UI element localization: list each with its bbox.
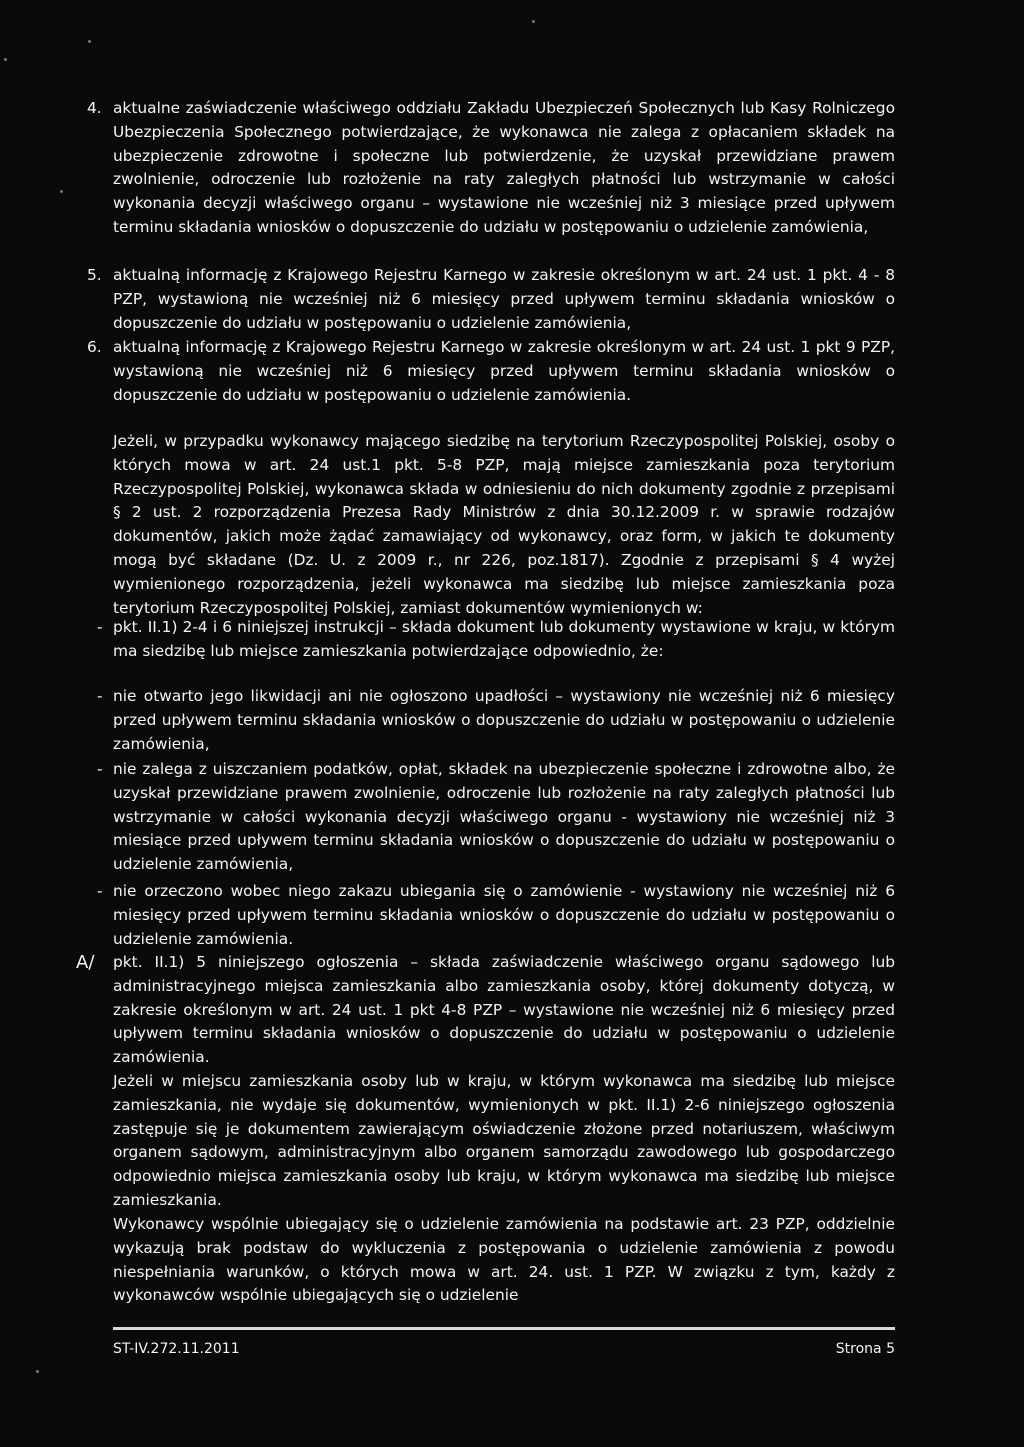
bullet-dash: -	[97, 618, 103, 636]
margin-marker: A/	[76, 952, 95, 973]
list-item-4	[87, 97, 895, 240]
bullet-text: nie orzeczono wobec niego zakazu ubiegania się o zamówienie - wystawiony nie wcześniej niż 6 miesięcy przed upływem terminu składania wniosków o dopuszczenie do udziału w postępowaniu o udzielenie zamówienia.	[113, 882, 895, 948]
footer-page-number: Strona 5	[835, 1341, 895, 1357]
bullet-dash: -	[97, 882, 103, 900]
footer-reference: ST-IV.272.11.2011	[113, 1341, 240, 1357]
bullet-text: nie otwarto jego likwidacji ani nie ogłoszono upadłości – wystawiony nie wcześniej niż 6 miesięcy przed upływem terminu składania wniosków o dopuszczenie do udziału w postępowaniu o udzielenie zamówienia,	[113, 687, 895, 753]
bullet-item	[97, 880, 895, 951]
list-number: 5.	[87, 266, 102, 284]
bullet-item	[97, 616, 895, 664]
scan-speck	[532, 20, 535, 23]
scan-speck	[4, 58, 7, 61]
scan-speck	[60, 190, 63, 193]
bullet-dash: -	[97, 760, 103, 778]
list-number: 4.	[87, 99, 102, 117]
list-item-6	[87, 336, 895, 407]
list-item-5	[87, 264, 895, 335]
list-text: aktualną informację z Krajowego Rejestru Karnego w zakresie określonym w art. 24 ust. 1 pkt. 4 - 8 PZP, wystawioną nie wcześniej niż 6 miesięcy przed upływem terminu składania wniosków o dopuszczenie do udziału w postępowaniu o udzielenie zamówienia,	[113, 266, 895, 332]
scan-speck	[36, 1370, 39, 1373]
bullet-item	[97, 685, 895, 756]
footer-rule	[113, 1327, 895, 1330]
paragraph-foreign-residence: Jeżeli, w przypadku wykonawcy mającego siedzibę na terytorium Rzeczypospolitej Polskiej, osoby o których mowa w art. 24 ust.1 pkt. 5-8 PZP, mają miejsce zamieszkania poza terytorium Rzeczypospolitej Polskiej, wykonawca składa w odniesieniu do nich dokumenty zgodnie z przepisami § 2 ust. 2 rozporządzenia Prezesa Rady Ministrów z dnia 30.12.2009 r. w sprawie rodzajów dokumentów, jakich może żądać zamawiający od wykonawcy, oraz form, w jakich te dokumenty mogą być składane (Dz. U. z 2009 r., nr 226, poz.1817). Zgodnie z przepisami § 4 wyżej wymienionego rozporządzenia, jeżeli wykonawca ma siedzibę lub miejsce zamieszkania poza terytorium Rzeczypospolitej Polskiej, zamiast dokumentów wymienionych w:	[113, 432, 895, 617]
bullet-item	[97, 758, 895, 877]
bullet-text: pkt. II.1) 2-4 i 6 niniejszej instrukcji – składa dokument lub dokumenty wystawione w kraju, w którym ma siedzibę lub miejsce zamieszkania potwierdzające odpowiednio, że:	[113, 618, 895, 660]
list-number: 6.	[87, 338, 102, 356]
list-text: aktualne zaświadczenie właściwego oddziału Zakładu Ubezpieczeń Społecznych lub Kasy Rolniczego Ubezpieczenia Społecznego potwierdzające, że wykonawca nie zalega z opłacaniem składek na ubezpieczenie zdrowotne i społeczne lub potwierdzenie, że uzyskał przewidziane prawem zwolnienie, odroczenie lub rozłożenie na raty zaległych płatności lub wstrzymanie w całości wykonania decyzji właściwego organu – wystawione nie wcześniej niż 3 miesiące przed upływem terminu składania wniosków o dopuszczenie do udziału w postępowaniu o udzielenie zamówienia,	[113, 99, 895, 236]
list-text: aktualną informację z Krajowego Rejestru Karnego w zakresie określonym w art. 24 ust. 1 pkt 9 PZP, wystawioną nie wcześniej niż 6 miesięcy przed upływem terminu składania wniosków o dopuszczenie do udziału w postępowaniu o udzielenie zamówienia.	[113, 338, 895, 404]
bullet-dash: -	[97, 687, 103, 705]
bullet-text: nie zalega z uiszczaniem podatków, opłat, składek na ubezpieczenie społeczne i zdrowotne albo, że uzyskał przewidziane prawem zwolnienie, odroczenie lub rozłożenie na raty zaległych płatności lub wstrzymanie w całości wykonania decyzji właściwego organu - wystawiony nie wcześniej niż 3 miesiące przed upływem terminu składania wniosków o dopuszczenie do udziału w postępowaniu o udzielenie zamówienia,	[113, 760, 895, 874]
paragraph-pkt5: pkt. II.1) 5 niniejszego ogłoszenia – składa zaświadczenie właściwego organu sądowego lub administracyjnego miejsca zamieszkania albo zamieszkania osoby, której dokumenty dotyczą, w zakresie określonym w art. 24 ust. 1 pkt 4-8 PZP – wystawione nie wcześniej niż 6 miesięcy przed upływem terminu składania wniosków o dopuszczenie do udziału w postępowaniu o udzielenie zamówienia.	[113, 953, 895, 1067]
paragraph-notary: Jeżeli w miejscu zamieszkania osoby lub w kraju, w którym wykonawca ma siedzibę lub miejsce zamieszkania, nie wydaje się dokumentów, wymienionych w pkt. II.1) 2-6 niniejszego ogłoszenia zastępuje się je dokumentem zawierającym oświadczenie złożone przed notariuszem, właściwym organem sądowym, administracyjnym albo organem samorządu zawodowego lub gospodarczego odpowiednio miejsca zamieszkania osoby lub kraju, w którym wykonawca ma siedzibę lub miejsce zamieszkania.	[113, 1072, 895, 1209]
scan-speck	[88, 40, 91, 43]
paragraph-joint-bidders: Wykonawcy wspólnie ubiegający się o udzielenie zamówienia na podstawie art. 23 PZP, oddzielnie wykazują brak podstaw do wykluczenia z postępowania o udzielenie zamówienia z powodu niespełniania warunków, o których mowa w art. 24. ust. 1 PZP. W związku z tym, każdy z wykonawców wspólnie ubiegających się o udzielenie	[113, 1215, 895, 1305]
